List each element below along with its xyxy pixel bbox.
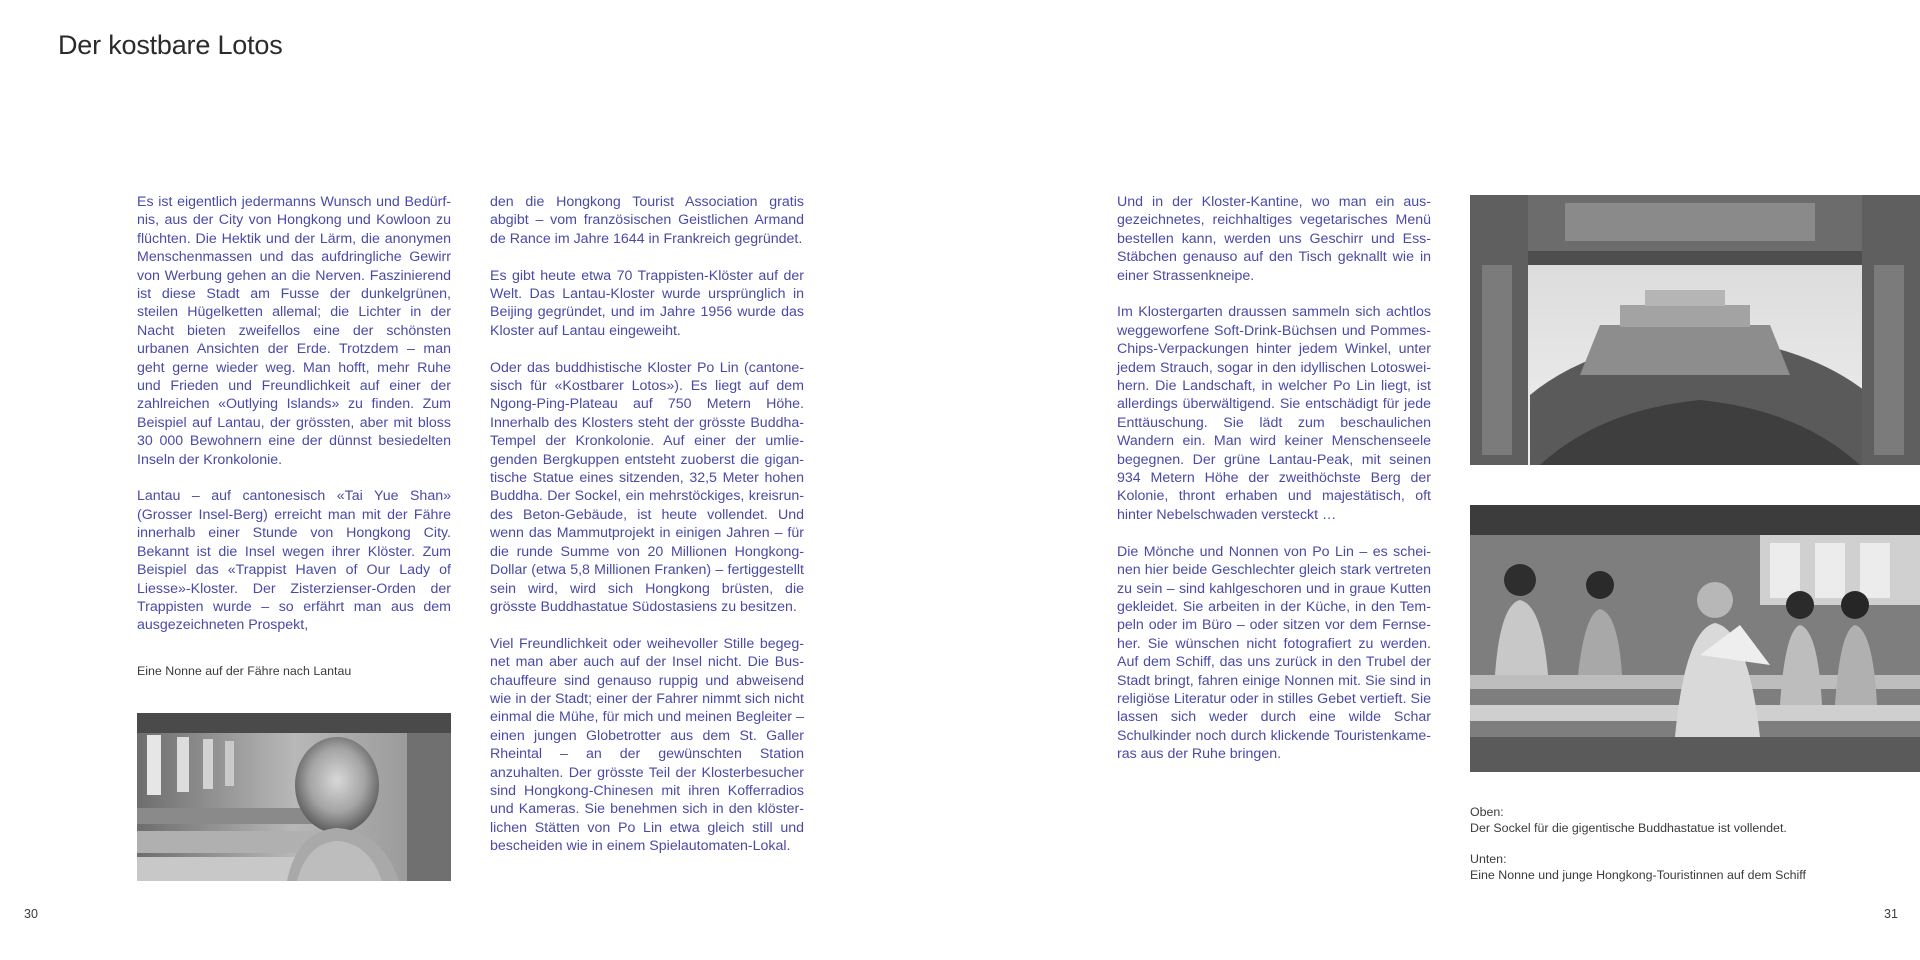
photo-caption-right	[1470, 804, 1890, 883]
text-column-3	[1117, 193, 1431, 764]
paragraph: Viel Freundlichkeit oder weihevoller Stille begegnet man aber auch auf der Insel nicht. Die Buschauffeure sind genauso ruppig und abweisend wie in der Stadt; einer der Fahrer nimmt sich nicht einmal die Mühe, für mich und meinen Begleiter – einen jungen Globetrotter aus dem St. Galler Rheintal – an der gewünschten Station anzuhalten. Der grösste Teil der Klosterbesucher sind Hongkong-Chinesen mit ihren Kofferradios und Kameras. Sie benehmen sich in den klösterlichen Stätten von Po Lin etwa gleich still und bescheiden wie in einem Spielautomaten-Lokal.	[490, 635, 804, 855]
photo-caption-left: Eine Nonne auf der Fähre nach Lantau	[137, 664, 352, 678]
paragraph: Und in der Kloster-Kantine, wo man ein ausgezeichnetes, reichhaltiges vegetarisches Menü bestellen kann, werden uns Geschirr und Ess-Stäbchen genauso auf den Tisch geknallt wie in einer Strassenkneipe.	[1117, 194, 1431, 284]
caption-top-label: Oben:	[1470, 805, 1504, 819]
paragraph: den die Hongkong Tourist Association gratis abgibt – vom französischen Geistlichen Armand de Rance im Jahre 1644 in Frankreich gegründet.	[490, 194, 804, 247]
page-number-left: 30	[24, 907, 38, 921]
caption-bottom-text: Eine Nonne und junge Hongkong-Touristinnen auf dem Schiff	[1470, 868, 1806, 882]
page-number-right: 31	[1884, 907, 1898, 921]
page-title: Der kostbare Lotos	[58, 30, 283, 60]
paragraph: Es ist eigentlich jedermanns Wunsch und Bedürfnis, aus der City von Hongkong und Kowloon zu flüchten. Die Hektik und der Lärm, die anonymen Menschenmassen und das aufdringliche Gewirr von Werbung gehen an die Nerven. Faszinierend ist diese Stadt am Fusse der dunkelgrünen, steilen Hügelketten allemal; die Lichter in der Nacht bieten zweifellos eine der schönsten urbanen Ansichten der Erde. Trotzdem – man geht gerne wieder weg. Man hofft, mehr Ruhe und Frieden und Freundlichkeit auf einer der zahlreichen «Outlying Islands» zu finden. Zum Beispiel auf Lantau, der grössten, aber mit bloss 30 000 Bewohnern eine der dünnst besiedelten Inseln der Kronkolonie.	[137, 194, 451, 468]
paragraph: Im Klostergarten draussen sammeln sich achtlos weggeworfene Soft-Drink-Büchsen und Pommes-Chips-Verpackungen hinter jedem Winkel, unter jedem Strauch, sogar in den idyllischen Lotosweihern. Die Landschaft, in welcher Po Lin liegt, ist allerdings überwältigend. Sie entschädigt für jede Enttäuschung. Sie lädt zum beschaulichen Wandern ein. Man wird keiner Menschenseele begegnen. Der grüne Lantau-Peak, mit seinen 934 Metern Höhe der zweithöchste Berg der Kolonie, thront erhaben und majestätisch, oft hinter Nebelschwaden versteckt …	[1117, 304, 1431, 523]
paragraph: Es gibt heute etwa 70 Trappisten-Klöster auf der Welt. Das Lantau-Kloster wurde ursprünglich in Beijing gegründet, und im Jahre 1956 wurde das Kloster auf Lantau eingeweiht.	[490, 267, 804, 339]
paragraph: Die Mönche und Nonnen von Po Lin – es scheinen hier beide Geschlechter gleich stark vertreten zu sein – sind kahlgeschoren und in graue Kutten gekleidet. Sie arbeiten in der Küche, in den Tempeln oder im Büro – oder sitzen vor dem Fernseher. Sie wünschen nicht fotografiert zu werden. Auf dem Schiff, das uns zurück in den Trubel der Stadt bringt, fahren einige Nonnen mit. Sie sind in religiöse Literatur oder in stilles Gebet vertieft. Sie lassen sich weder durch eine wilde Schar Schulkinder noch durch klickende Touristenkameras aus der Ruhe bringen.	[1117, 543, 1431, 763]
text-column-1	[137, 193, 451, 635]
nun-on-ferry-photo	[137, 713, 451, 881]
nun-and-tourists-photo	[1470, 505, 1920, 772]
paragraph: Lantau – auf cantonesisch «Tai Yue Shan» (Grosser Insel-Berg) erreicht man mit der Fähre innerhalb einer Stunde von Hongkong City. Bekannt ist die Insel wegen ihrer Klöster. Zum Beispiel das «Trappist Haven of Our Lady of Liesse»-Kloster. Der Zisterzienser-Orden der Trappisten wurde – so erfährt man aus dem ausgezeichneten Prospekt,	[137, 488, 451, 634]
caption-top-text: Der Sockel für die gigentische Buddhastatue ist vollendet.	[1470, 821, 1787, 835]
buddha-base-gate-photo	[1470, 195, 1920, 465]
caption-bottom-label: Unten:	[1470, 852, 1507, 866]
text-column-2	[490, 193, 804, 856]
paragraph: Oder das buddhistische Kloster Po Lin (cantonesisch für «Kostbarer Lotos»). Es liegt auf dem Ngong-Ping-Plateau auf 750 Metern Höhe. Innerhalb des Klosters steht der grösste Buddha-Tempel der Kronkolonie. Auf einer der umliegenden Bergkuppen entsteht zuoberst die gigantische Statue eines sitzenden, 32,5 Meter hohen Buddha. Der Sockel, ein mehrstöckiges, kreisrundes Beton-Gebäude, ist heute vollendet. Und wenn das Mammutprojekt in einigen Jahren – für die runde Summe von 20 Millionen Hongkong-Dollar (etwa 5,8 Millionen Franken) – fertiggestellt sein wird, wird sich Hongkong brüsten, die grösste Buddhastatue Südostasiens zu besitzen.	[490, 359, 804, 615]
